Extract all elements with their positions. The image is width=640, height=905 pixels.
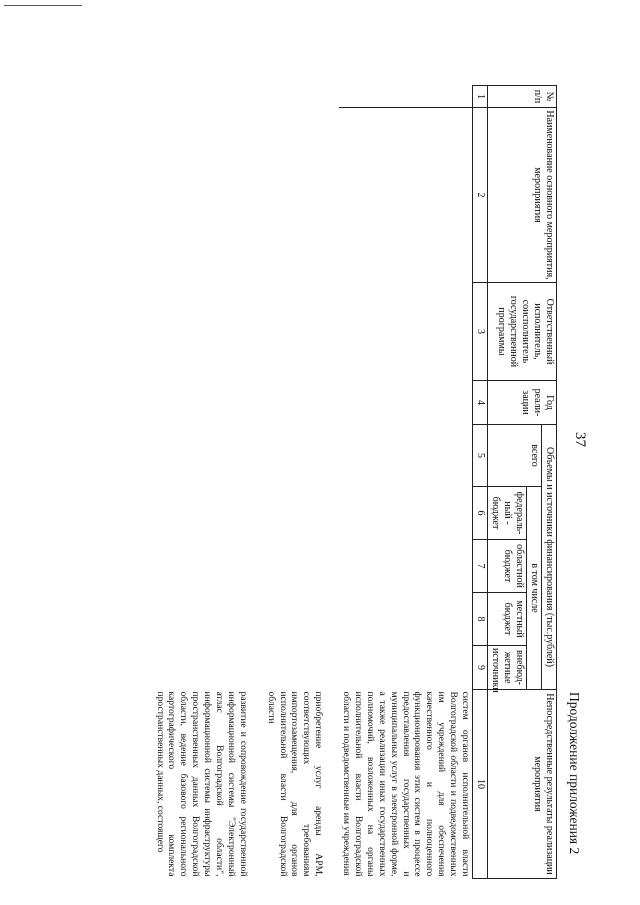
result-text: приобретение услуг аренды АРМ, соответствующих требованиям импортозамещения, для органов исполнительной власти Волгоградской области: [265, 691, 325, 877]
column-number: 2: [473, 108, 488, 283]
table-row: [250, 86, 264, 879]
column-number: 3: [473, 283, 488, 381]
cell-empty: [339, 108, 472, 690]
header-including: в том числе: [527, 487, 542, 690]
table-row: [264, 86, 325, 879]
cell-empty: [153, 86, 250, 690]
cell-empty: [325, 86, 339, 879]
column-number: 9: [473, 646, 488, 690]
cell-empty: [250, 86, 264, 879]
header-local-budget: местный бюджет: [488, 593, 527, 646]
column-number: 10: [473, 690, 488, 879]
header-federal-budget: федераль-ный - бюджет: [488, 487, 527, 540]
table-row: [325, 86, 339, 879]
header-number: № п/п: [488, 86, 557, 108]
column-number: 7: [473, 540, 488, 593]
column-number: 1: [473, 86, 488, 108]
header-year: Год реали-зации: [488, 381, 557, 425]
continuation-label: Продолжение приложения 2: [567, 692, 582, 855]
result-text: систем органов исполнительной власти Волгоградской области и подведомственных им учреждений для обеспечения качественного и полноценного функционирования этих систем в процессе предоставления государственных и муниципальных услуг в электронной форме, а также реализации иных государственных полномочий, возложенных на органы исполнительной власти Волгоградской области и подведомственные им учреждения: [341, 691, 471, 877]
column-number: 8: [473, 593, 488, 646]
table-row: [339, 86, 472, 879]
cell-empty: [339, 86, 472, 108]
funding-table: [153, 85, 557, 879]
header-regional-budget: областной бюджет: [488, 540, 527, 593]
cell-empty: [264, 86, 325, 690]
header-extrabudgetary: внебюд-жетные источники: [488, 646, 527, 690]
header-results: Непосредственные результаты реализации мероприятия: [488, 690, 557, 879]
header-funding: Объемы и источники финансирования (тыс.рублей): [542, 425, 557, 690]
header-activity-name: Наименование основного мероприятия, мероприятия: [488, 108, 557, 283]
header-total: всего: [488, 425, 542, 487]
column-number: 6: [473, 487, 488, 540]
column-number-row: [473, 86, 488, 879]
column-number: 5: [473, 425, 488, 487]
result-text: развитие и сопровождение государственной информационной системы "Электронный атлас Волгоградской области", информационной системы инфраструктуры пространственных данных Волгоградской области, ведение базового регионального картографического комплекта пространственных данных, состоящего: [154, 691, 249, 877]
header-executor: Ответственный исполнитель, соисполнитель государственной программы: [488, 283, 557, 381]
page-number: 37: [572, 432, 588, 447]
table-row: [153, 86, 250, 879]
column-number: 4: [473, 381, 488, 425]
